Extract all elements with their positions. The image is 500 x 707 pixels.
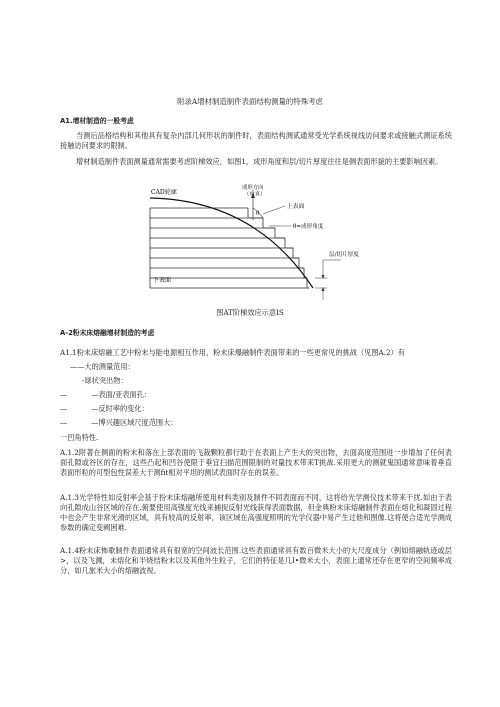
upper-surface-label: 上表面 bbox=[287, 204, 305, 210]
a12-paragraph: A.1.2附著在侧面的粉末和落在上部表面的飞裁颗粒都行助于在表面上产生大的突出物，去面高度范围进一步增加了任何表面孔隙或谷区的存在，这些凸起和凹谷使限于垂宜扫描范围限制的对量技术带来T挑战.采用更大的测就鬼国通常意味着垂直表面形粒的可型包性误差大于测fit相对平坦的测试表面时存在的误差。 bbox=[60, 448, 452, 477]
lower-surface-label: 下表面 bbox=[153, 277, 172, 284]
build-direction-label: 成形方向 （垂直） bbox=[242, 185, 266, 198]
cad-profile-curve bbox=[150, 198, 313, 288]
theta-symbol: θ bbox=[256, 211, 260, 217]
layer-steps bbox=[150, 208, 309, 288]
a13-paragraph: A.1.3光学特性如反射率会基于扮末床熔融所使用材料类别及制件不同表面而不同，这将给光学测仪技术带来干扰.如由于表向孔隙成山谷区域的存在.俯要使用高强度光线来捕捉反射光线获得表面数据，但金典粉末床熔融制件表面在熔化和凝固过程中也会产生非常光滑的区域，具有较高的反射率，该区域在高强度照明的光学仪器中易产生过他和图像.这将使合适光学测成参数的确定变阙困难. bbox=[60, 493, 452, 532]
section-a2-heading: A-2粉末床熔融增材制造的考虑 bbox=[60, 329, 155, 337]
appendix-title: 附录A增材制造制件表面结构测量的特殊考虑 bbox=[177, 97, 323, 106]
list-item: — —博兴趣区域尺度范围大： bbox=[60, 418, 178, 427]
a2-intro: A1.1粉末床熔融工艺中粉末与能电源相互作用，粉末床爆融制件表面带来的一些更常见的挑战（见图A.2）有 bbox=[60, 348, 405, 357]
build-direction-label-line2: （垂直） bbox=[244, 191, 266, 198]
figure-caption: 图AT阶梯效应示意IS bbox=[216, 308, 284, 317]
a14-paragraph: A.1.4粉末床怖歌制件表面通常具有很宽的空间波长范围.这些表面通常具有数百微米大小的大尺度成分（例如熔融轨迹或层>，以及飞溅，未熔化和半烧结粉末以及其他外生粒子，它们的特征是几I•微米大小，表面上通常还存在更窄的空间频率成分，如几旅米大小的熔融波视。 bbox=[60, 546, 452, 575]
list-item: 一凹角特性. bbox=[60, 433, 99, 442]
list-item: -球状突出物： bbox=[82, 376, 128, 385]
a1-paragraph-2: 增材制造制件表面测量通常需要考虑阶梯效应，如图1，成形角度和层/切片厚度往往是侧表面形貌的主要影响因素。 bbox=[76, 157, 443, 166]
list-item: ——大的测量范用： bbox=[70, 362, 135, 371]
cad-label: CAD轮廓 bbox=[151, 189, 177, 196]
list-item: — —反时率的变化： bbox=[60, 404, 149, 413]
staircase-effect-figure bbox=[145, 184, 395, 306]
a1-paragraph-1: 当测后品格结构和其他具有复杂内部几何形状的制件时，表面结构测贰通常受光学系统视线访问要求或接触式测证系统接触访问要求的限制。 bbox=[60, 131, 452, 150]
build-angle-label: θ=成形角度 bbox=[293, 224, 324, 230]
section-a1-heading: A1.增材制造的一般考虑 bbox=[60, 117, 134, 125]
list-item: — —表面/亚表面孔： bbox=[60, 390, 152, 399]
layer-thickness-label: 层/切片厚度 bbox=[329, 252, 359, 258]
